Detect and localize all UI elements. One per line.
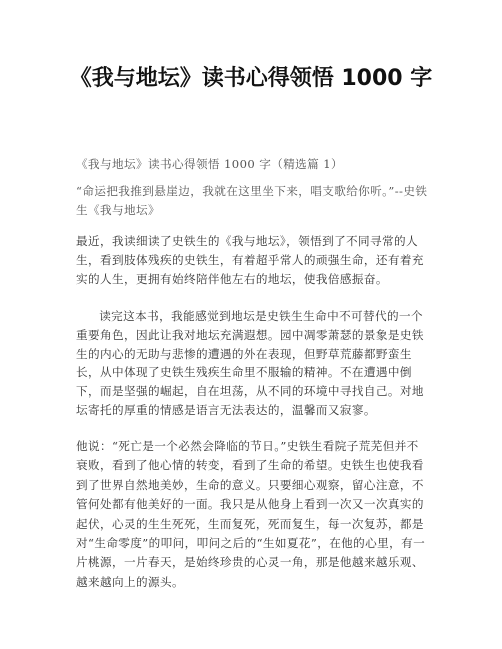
paragraph-2: 读完这本书，我能感觉到地坛是史铁生生命中不可替代的一个重要角色，因此让我对地坛充满遐想。园中凋零萧瑟的景象是史铁生的内心的无助与悲惨的遭遇的外在表现，但野草荒藤都野蛮生长，从中体现了史铁生残疾生命里不服输的精神。不在遭遇中倒下，而是坚强的崛起，自在坦荡，从不同的环境中寻找自己。对地坛寄托的厚重的情感是语言无法表达的，温馨而又寂寥。 [76,309,424,417]
opening-quote: “命运把我推到悬崖边，我就在这里坐下来，唱支歌给你听。”--史铁生《我与地坛》 [76,184,428,217]
paragraph-1: 最近，我读细读了史铁生的《我与地坛》，领悟到了不同寻常的人生，看到肢体残疾的史铁生，有着超乎常人的顽强生命，还有着充实的人生，更拥有始终陪伴他左右的地坛，使我倍感振奋。 [76,234,424,286]
paragraph-3: 他说：“死亡是一个必然会降临的节日。”史铁生看院子荒芜但并不衰败，看到了他心情的转变，看到了生命的希望。史铁生也使我看到了世界自然地美妙，生命的意义。只要细心观察，留心注意，不管何处都有他美好的一面。我只是从他身上看到一次又一次真实的起伏，心灵的生生死死，生而复死，死而复生，每一次复苏，都是对“生命零度”的叩问，叩问之后的“生如夏花”，在他的心里，有一片桃源，一片春天，是始终珍贵的心灵一角，那是他越来越乐观、越来越向上的源头。 [76,439,426,589]
document-subtitle: 《我与地坛》读书心得领悟 1000 字（精选篇 1） [76,157,344,171]
document-title: 《我与地坛》读书心得领悟 1000 字 [69,66,433,91]
